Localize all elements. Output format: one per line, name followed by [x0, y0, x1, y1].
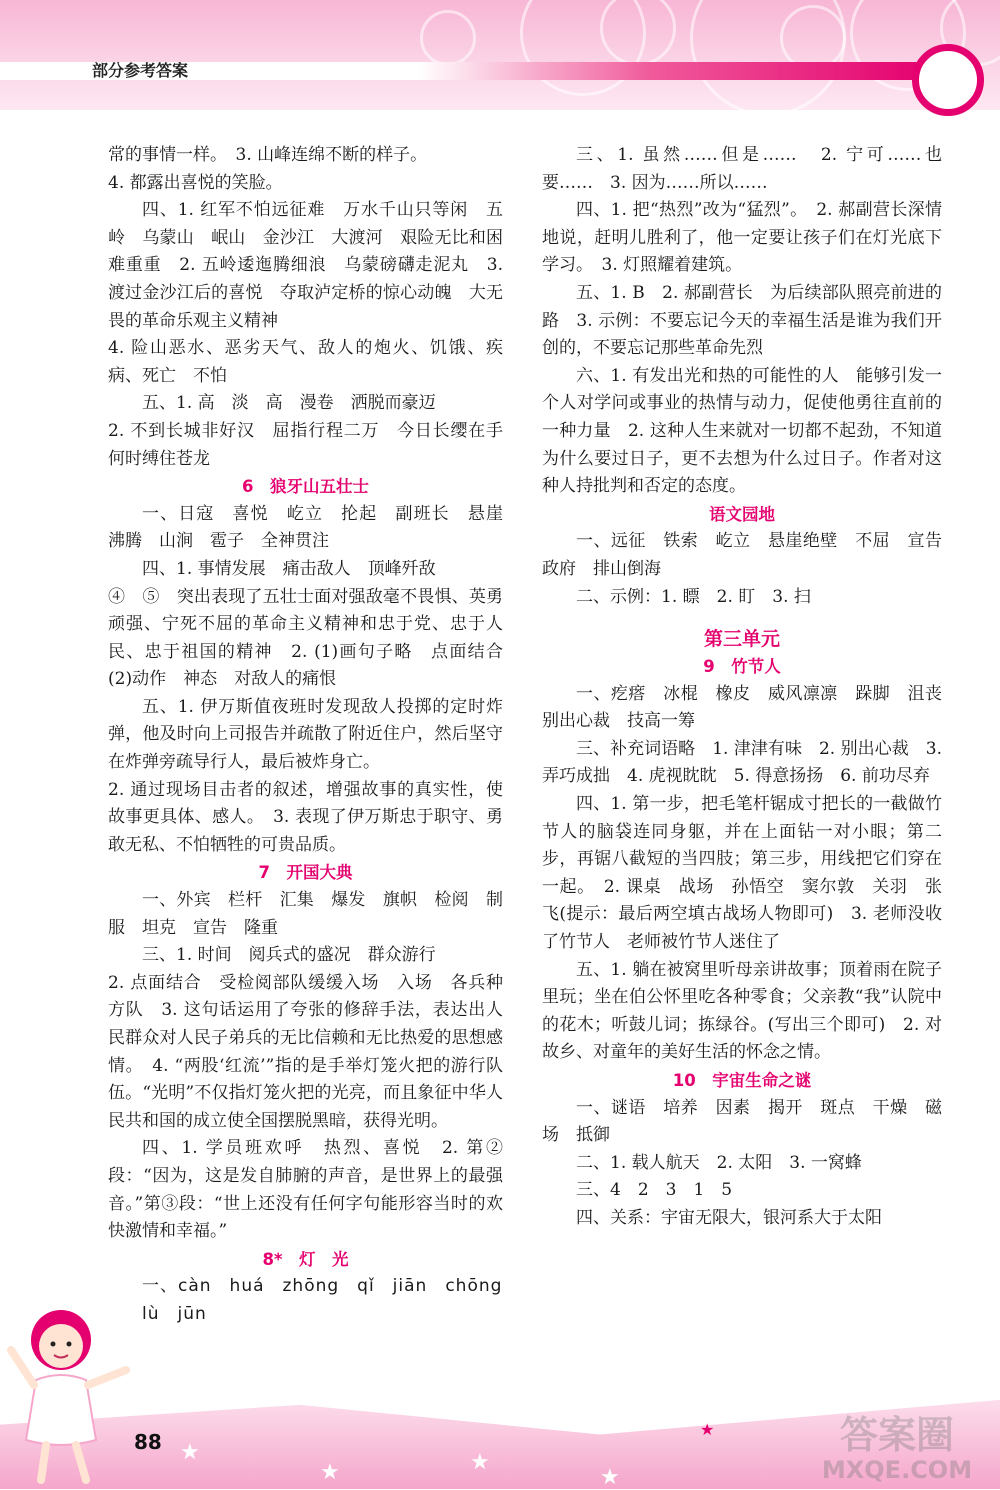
watermark-line1: 答案圈 [839, 1413, 955, 1457]
answer-paragraph: 一、日寇 喜悦 屹立 抡起 副班长 悬崖 沸腾 山涧 雹子 全神贯注 [108, 503, 520, 552]
answer-paragraph: ④ ⑤ 突出表现了五壮士面对强敌毫不畏惧、英勇顽强、宁死不屈的革命主义精神和忠于党、忠于人民、忠于祖国的精神 2. (1)画句子略 点面结合 (2)动作 神态 对敌人的痛恨 [108, 586, 520, 690]
answer-paragraph: 四、1. 红军不怕远征难 万水千山只等闲 五岭 乌蒙山 岷山 金沙江 大渡河 艰险无比和困难重重 2. 五岭逶迤腾细浪 乌蒙磅礴走泥丸 3. 渡过金沙江后的喜悦 夺取泸定桥的惊心动魄 大无畏的革命乐观主义精神 [108, 200, 503, 331]
lesson-heading: 9 竹节人 [703, 657, 781, 677]
page-header-title: 部分参考答案 [92, 61, 189, 80]
star-icon: ★ [320, 1460, 340, 1485]
right-column [542, 142, 959, 1233]
answer-paragraph: 一、外宾 栏杆 汇集 爆发 旗帜 检阅 制服 坦克 宣告 隆重 [108, 890, 503, 938]
lesson-heading: 7 开国大典 [258, 863, 353, 883]
answer-paragraph: 二、1. 载人航天 2. 太阳 3. 一窝蜂 [576, 1152, 862, 1173]
pinyin-line: 一、càn huá zhōng qǐ jiān chōng [142, 1276, 503, 1297]
star-icon: ★ [180, 1440, 200, 1465]
answer-paragraph: 六、1. 有发出光和热的可能性的人 能够引发一个人对学问或事业的热情与动力，促使他勇往直前的一种力量 2. 这种人生来就对一切都不起劲，不知道为什么要过日子，更不去想为什么过日子。作者对这种人持批判和否定的态度。 [542, 365, 942, 497]
lesson-heading: 8* 灯 光 [262, 1249, 349, 1269]
answer-paragraph: 五、1. 高 淡 高 漫卷 洒脱而豪迈 [142, 393, 436, 414]
answer-paragraph: 三、补充词语略 1. 津津有味 2. 别出心裁 3. 弄巧成拙 4. 虎视眈眈 5. 得意扬扬 6. 前功尽弃 [542, 738, 942, 787]
watermark-logo [805, 1408, 990, 1486]
answer-paragraph: 五、1. 伊万斯值夜班时发现敌人投掷的定时炸弹，他及时向上司报告并疏散了附近住户，然后坚守在炸弹旁疏导行人，最后被炸身亡。 [108, 696, 503, 773]
answer-paragraph: 2. 点面结合 受检阅部队缓缓入场 入场 各兵种方队 3. 这句话运用了夸张的修辞手法，表达出人民群众对人民子弟兵的无比信赖和无比热爱的思想感情。 4. “两股‘红流’”指的是手举灯笼火把的游行队伍。“光明”不仅指灯笼火把的光亮，而且象征中华人民共和国的成立使全国摆脱黑暗，获得光明。 [108, 972, 503, 1131]
answer-paragraph: 四、1. 第一步，把毛笔杆锯成寸把长的一截做竹节人的脑袋连同身躯，并在上面钻一对小眼；第二步，再锯八截短的当四肢；第三步，用线把它们穿在一起。 2. 课桌 战场 孙悟空 窦尔敦 关羽 张飞(提示：最后两空填古战场人物即可) 3. 老师没收了竹节人 老师被竹节人迷住了 [542, 794, 942, 953]
answer-paragraph: 四、1. 把“热烈”改为“猛烈”。 2. 郝副营长深情地说，赶明儿胜利了，他一定要让孩子们在灯光底下学习。 3. 灯照耀着建筑。 [542, 200, 942, 276]
watermark-line2: MXQE.COM [821, 1456, 973, 1484]
star-icon: ★ [700, 1420, 715, 1439]
lesson-heading: 10 宇宙生命之谜 [672, 1071, 812, 1090]
pinyin-line: lù jūn [142, 1303, 207, 1324]
answer-paragraph: 常的事情一样。 3. 山峰连绵不断的样子。 [108, 145, 428, 165]
answer-paragraph: 四、1. 学员班欢呼 热烈、喜悦 2. 第②段：“因为，这是发自肺腑的声音，是世界上的最强音。”第③段：“世上还没有任何字句能形容当时的欢快激情和幸福。” [108, 1138, 503, 1242]
answer-paragraph: 4. 险山恶水、恶劣天气、敌人的炮火、饥饿、疾病、死亡 不怕 [108, 338, 503, 386]
answer-paragraph: 4. 都露出喜悦的笑脸。 [108, 172, 283, 193]
unit-heading: 第三单元 [703, 628, 780, 651]
girl-illustration [6, 1300, 156, 1485]
lesson-heading: 语文园地 [709, 504, 775, 524]
header-band [0, 0, 1000, 110]
answer-paragraph: 一、疙瘩 冰棍 橡皮 威风凛凛 跺脚 沮丧 别出心裁 技高一筹 [542, 683, 959, 732]
answer-paragraph: 一、远征 铁索 屹立 悬崖绝壁 不屈 宣告 政府 排山倒海 [542, 531, 959, 579]
page-number: 88 [134, 1430, 162, 1454]
lesson-heading: 6 狼牙山五壮士 [242, 477, 369, 497]
answer-paragraph: 2. 通过现场目击者的叙述，增强故事的真实性，使故事更具体、感人。 3. 表现了伊万斯忠于职守、勇敢无私、不怕牺牲的可贵品质。 [108, 779, 503, 855]
answer-paragraph: 四、1. 事情发展 痛击敌人 顶峰歼敌 [142, 558, 436, 579]
answer-paragraph: 二、示例：1. 瞟 2. 盯 3. 扫 [576, 586, 811, 607]
left-column [108, 142, 520, 1329]
answer-paragraph: 五、1. 躺在被窝里听母亲讲故事；顶着雨在院子里玩；坐在伯公怀里吃各种零食；父亲教“我”认院中的花木；听鼓儿词；拣绿谷。(写出三个即可) 2. 对故乡、对童年的美好生活的怀念之情。 [542, 959, 942, 1063]
star-icon: ★ [470, 1450, 490, 1475]
answer-paragraph: 三、4 2 3 1 5 [576, 1180, 733, 1201]
header-ring-decoration [912, 44, 984, 116]
star-icon: ★ [600, 1465, 620, 1490]
answer-paragraph: 2. 不到长城非好汉 屈指行程二万 今日长缨在手 何时缚住苍龙 [108, 420, 520, 469]
answer-paragraph: 一、谜语 培养 因素 揭开 斑点 干燥 磁场 抵御 [542, 1097, 942, 1146]
answer-paragraph: 四、关系：宇宙无限大，银河系大于太阳 [576, 1207, 882, 1228]
answer-paragraph: 三、1. 虽然……但是…… 2. 宁可……也要…… 3. 因为……所以…… [542, 145, 942, 193]
answer-paragraph: 五、1. B 2. 郝副营长 为后续部队照亮前进的路 3. 示例：不要忘记今天的幸福生活是谁为我们开创的，不要忘记那些革命先烈 [542, 282, 942, 359]
answer-paragraph: 三、1. 时间 阅兵式的盛况 群众游行 [142, 945, 436, 966]
